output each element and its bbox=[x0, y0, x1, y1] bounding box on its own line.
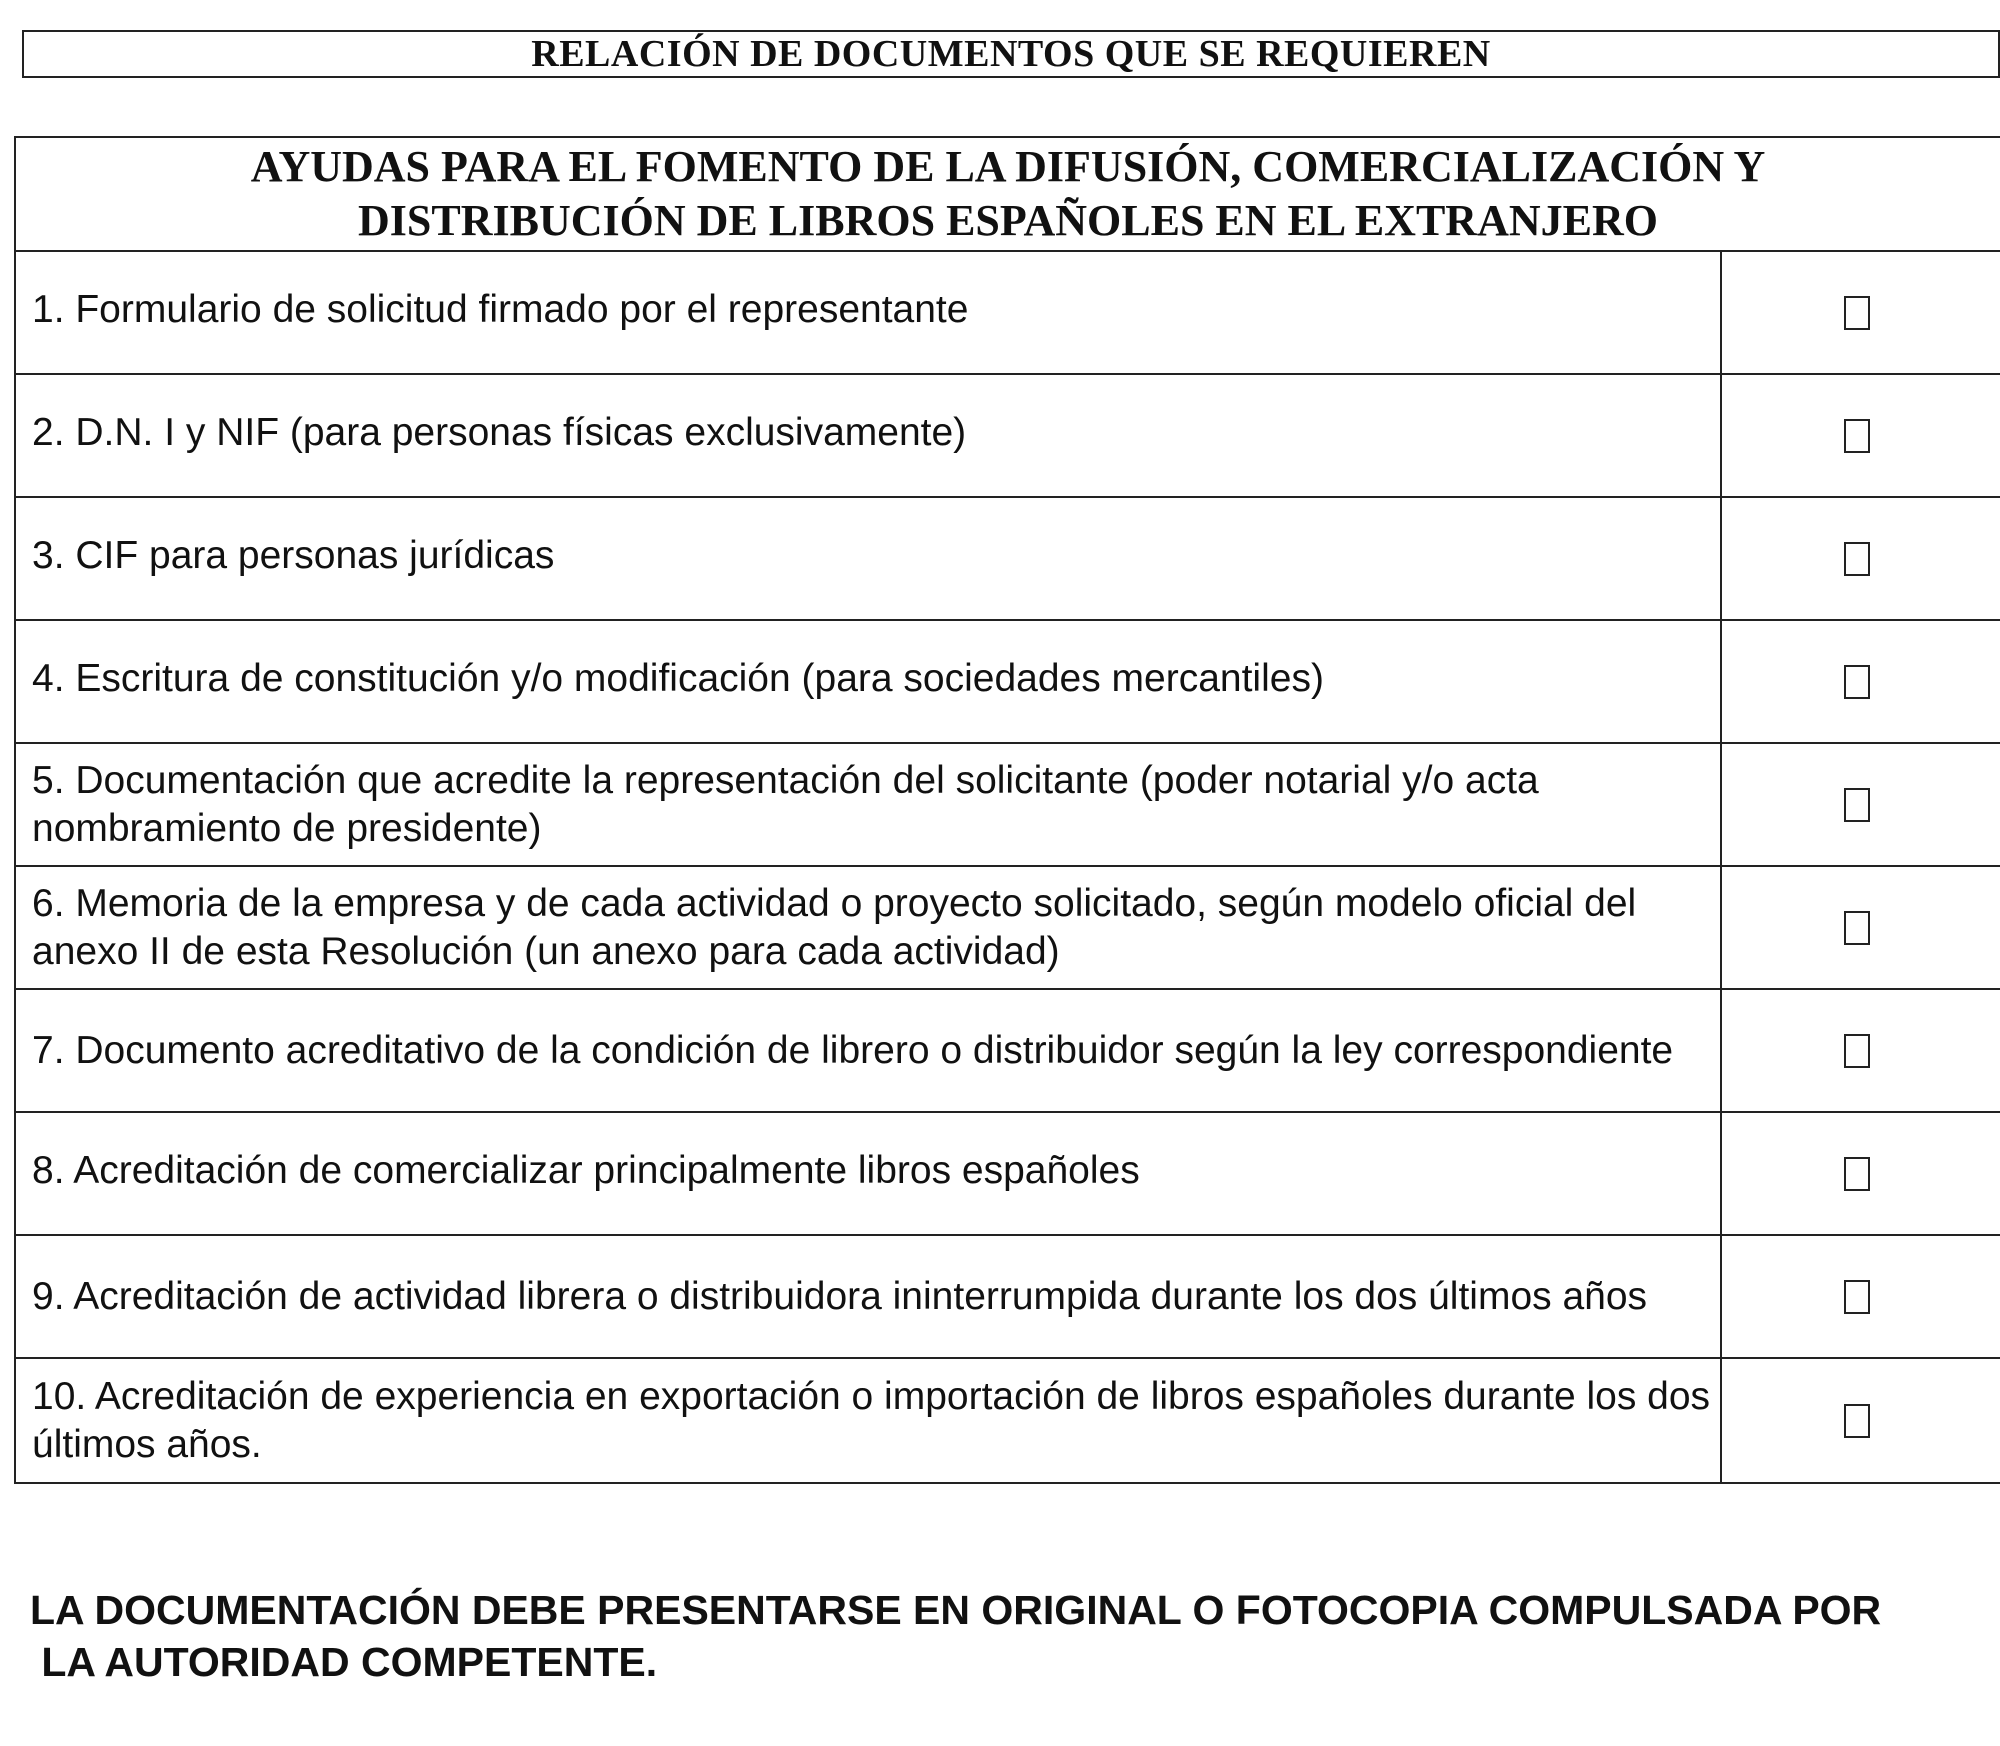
checkbox-cell bbox=[1722, 375, 2000, 496]
documentation-note bbox=[30, 1584, 1990, 1688]
table-title-line-2: DISTRIBUCIÓN DE LIBROS ESPAÑOLES EN EL EXTRANJERO bbox=[358, 196, 1658, 245]
requirements-table bbox=[14, 136, 2000, 1484]
requirement-text: 7. Documento acreditativo de la condición de librero o distribuidor según la ley correspondiente bbox=[16, 990, 1722, 1111]
checkbox-cell bbox=[1722, 744, 2000, 865]
requirement-text: 6. Memoria de la empresa y de cada actividad o proyecto solicitado, según modelo oficial del anexo II de esta Resolución (un anexo para cada actividad) bbox=[16, 867, 1722, 988]
requirement-checkbox[interactable] bbox=[1844, 788, 1870, 822]
requirement-checkbox[interactable] bbox=[1844, 419, 1870, 453]
requirement-text: 5. Documentación que acredite la representación del solicitante (poder notarial y/o acta nombramiento de presidente) bbox=[16, 744, 1722, 865]
requirement-checkbox[interactable] bbox=[1844, 911, 1870, 945]
requirement-text: 1. Formulario de solicitud firmado por el representante bbox=[16, 252, 1722, 373]
document-header bbox=[22, 30, 2000, 78]
table-title bbox=[16, 138, 2000, 252]
table-row bbox=[16, 375, 2000, 498]
table-row bbox=[16, 252, 2000, 375]
requirement-text: 10. Acreditación de experiencia en exportación o importación de libros españoles durante los dos últimos años. bbox=[16, 1359, 1722, 1482]
requirement-text: 8. Acreditación de comercializar principalmente libros españoles bbox=[16, 1113, 1722, 1234]
requirement-checkbox[interactable] bbox=[1844, 1280, 1870, 1314]
checkbox-cell bbox=[1722, 252, 2000, 373]
checkbox-cell bbox=[1722, 990, 2000, 1111]
requirement-text: 9. Acreditación de actividad librera o distribuidora ininterrumpida durante los dos últimos años bbox=[16, 1236, 1722, 1357]
table-row bbox=[16, 867, 2000, 990]
checkbox-cell bbox=[1722, 498, 2000, 619]
requirement-checkbox[interactable] bbox=[1844, 665, 1870, 699]
requirement-checkbox[interactable] bbox=[1844, 296, 1870, 330]
checkbox-cell bbox=[1722, 867, 2000, 988]
requirement-checkbox[interactable] bbox=[1844, 1034, 1870, 1068]
checkbox-cell bbox=[1722, 1359, 2000, 1482]
requirement-text: 4. Escritura de constitución y/o modificación (para sociedades mercantiles) bbox=[16, 621, 1722, 742]
table-row bbox=[16, 621, 2000, 744]
documentation-note-line-2: LA AUTORIDAD COMPETENTE. bbox=[30, 1639, 658, 1685]
table-row bbox=[16, 990, 2000, 1113]
table-row bbox=[16, 744, 2000, 867]
document-header-title: RELACIÓN DE DOCUMENTOS QUE SE REQUIEREN bbox=[531, 33, 1491, 75]
requirement-checkbox[interactable] bbox=[1844, 1157, 1870, 1191]
table-row bbox=[16, 1113, 2000, 1236]
requirement-checkbox[interactable] bbox=[1844, 542, 1870, 576]
requirement-checkbox[interactable] bbox=[1844, 1404, 1870, 1438]
requirement-text: 3. CIF para personas jurídicas bbox=[16, 498, 1722, 619]
table-row bbox=[16, 1236, 2000, 1359]
table-title-line-1: AYUDAS PARA EL FOMENTO DE LA DIFUSIÓN, COMERCIALIZACIÓN Y bbox=[250, 142, 1766, 191]
checkbox-cell bbox=[1722, 1113, 2000, 1234]
documentation-note-line-1: LA DOCUMENTACIÓN DEBE PRESENTARSE EN ORIGINAL O FOTOCOPIA COMPULSADA POR bbox=[30, 1587, 1882, 1633]
checkbox-cell bbox=[1722, 621, 2000, 742]
table-row bbox=[16, 1359, 2000, 1482]
requirement-text: 2. D.N. I y NIF (para personas físicas exclusivamente) bbox=[16, 375, 1722, 496]
checkbox-cell bbox=[1722, 1236, 2000, 1357]
table-row bbox=[16, 498, 2000, 621]
